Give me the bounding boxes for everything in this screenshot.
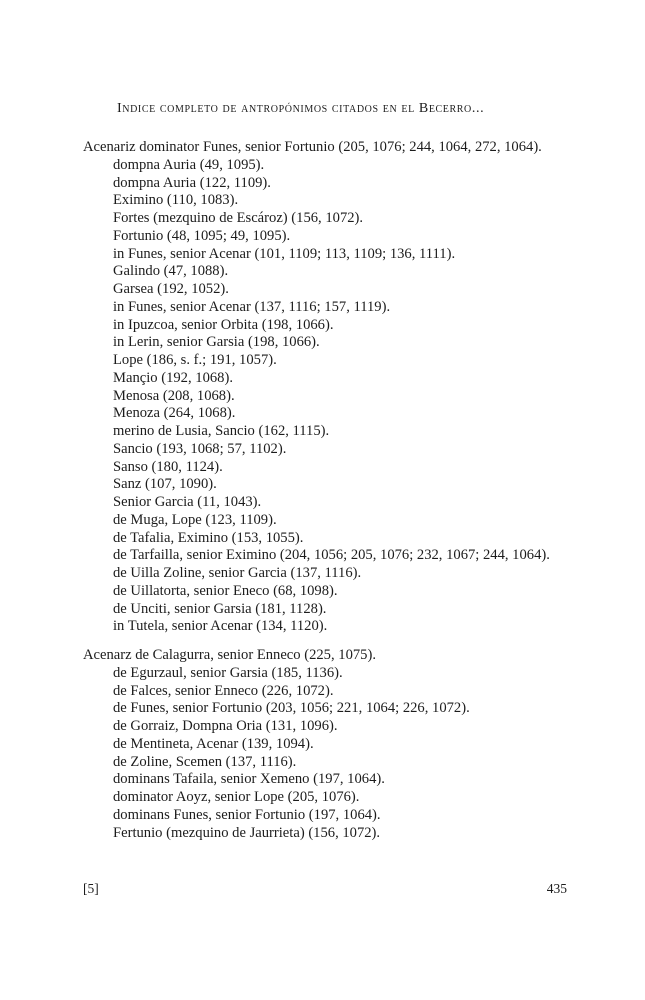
index-subentry: de Egurzaul, senior Garsia (185, 1136). xyxy=(113,664,343,681)
index-subentry: dominans Tafaila, senior Xemeno (197, 1064). xyxy=(113,771,385,788)
index-subentry: Eximino (110, 1083). xyxy=(113,192,239,209)
index-subentry: dompna Auria (122, 1109). xyxy=(113,174,271,191)
index-headword-entry: Acenarz de Calagurra, senior Enneco (225, 1075). xyxy=(83,647,376,663)
index-subentry: Sanz (107, 1090). xyxy=(113,476,217,493)
index-subentry: Galindo (47, 1088). xyxy=(113,263,229,280)
index-subentry: in Funes, senior Acenar (101, 1109; 113, 1109; 136, 1111). xyxy=(113,245,456,262)
index-subentry: in Lerin, senior Garsia (198, 1066). xyxy=(113,334,320,351)
index-subentry: de Gorraiz, Dompna Oria (131, 1096). xyxy=(113,718,338,734)
index-subentry: Fertunio (mezquino de Jaurrieta) (156, 1072). xyxy=(113,824,381,841)
index-subentry: Fortunio (48, 1095; 49, 1095). xyxy=(113,227,291,244)
index-subentry: de Muga, Lope (123, 1109). xyxy=(113,511,277,528)
index-subentry: de Funes, senior Fortunio (203, 1056; 221, 1064; 226, 1072). xyxy=(113,700,470,717)
index-subentry: de Zoline, Scemen (137, 1116). xyxy=(113,753,297,770)
index-headword-entry: Acenariz dominator Funes, senior Fortunio (205, 1076; 244, 1064, 272, 1064). xyxy=(83,139,542,155)
index-subentry: de Uillatorta, senior Eneco (68, 1098). xyxy=(113,582,338,599)
index-subentry: de Uilla Zoline, senior Garcia (137, 1116). xyxy=(113,565,362,581)
running-head: Indice completo de antropónimos citados en el Becerro... xyxy=(117,101,485,116)
index-subentry: Senior Garcia (11, 1043). xyxy=(113,494,262,510)
index-subentry: dominator Aoyz, senior Lope (205, 1076). xyxy=(113,789,360,805)
page-number: 435 xyxy=(546,881,567,896)
index-body xyxy=(83,139,568,842)
index-subentry: in Funes, senior Acenar (137, 1116; 157, 1119). xyxy=(113,298,391,315)
index-subentry: de Unciti, senior Garsia (181, 1128). xyxy=(113,600,327,617)
index-subentry: dominans Funes, senior Fortunio (197, 1064). xyxy=(113,806,381,823)
index-subentry: in Tutela, senior Acenar (134, 1120). xyxy=(113,618,328,635)
index-subentry: Garsea (192, 1052). xyxy=(113,281,229,297)
index-group xyxy=(83,139,568,636)
index-subentry: Sanso (180, 1124). xyxy=(113,458,223,475)
index-subentry: de Tarfailla, senior Eximino (204, 1056; 205, 1076; 232, 1067; 244, 1064). xyxy=(113,547,550,564)
section-number: [5] xyxy=(83,881,99,896)
index-subentry: in Ipuzcoa, senior Orbita (198, 1066). xyxy=(113,316,334,333)
index-group xyxy=(83,647,568,842)
index-subentry: Menosa (208, 1068). xyxy=(113,387,235,404)
index-subentry: de Tafalia, Eximino (153, 1055). xyxy=(113,529,304,546)
index-subentry: de Mentineta, Acenar (139, 1094). xyxy=(113,735,314,752)
group-spacer xyxy=(83,636,568,647)
index-subentry: dompna Auria (49, 1095). xyxy=(113,156,265,173)
index-subentry: Fortes (mezquino de Escároz) (156, 1072). xyxy=(113,210,364,226)
index-subentry: Mançio (192, 1068). xyxy=(113,369,233,386)
index-subentry: Menoza (264, 1068). xyxy=(113,405,236,422)
index-subentry: merino de Lusia, Sancio (162, 1115). xyxy=(113,423,330,439)
index-subentry: de Falces, senior Enneco (226, 1072). xyxy=(113,682,334,699)
index-subentry: Lope (186, s. f.; 191, 1057). xyxy=(113,352,277,368)
index-subentry: Sancio (193, 1068; 57, 1102). xyxy=(113,440,287,457)
